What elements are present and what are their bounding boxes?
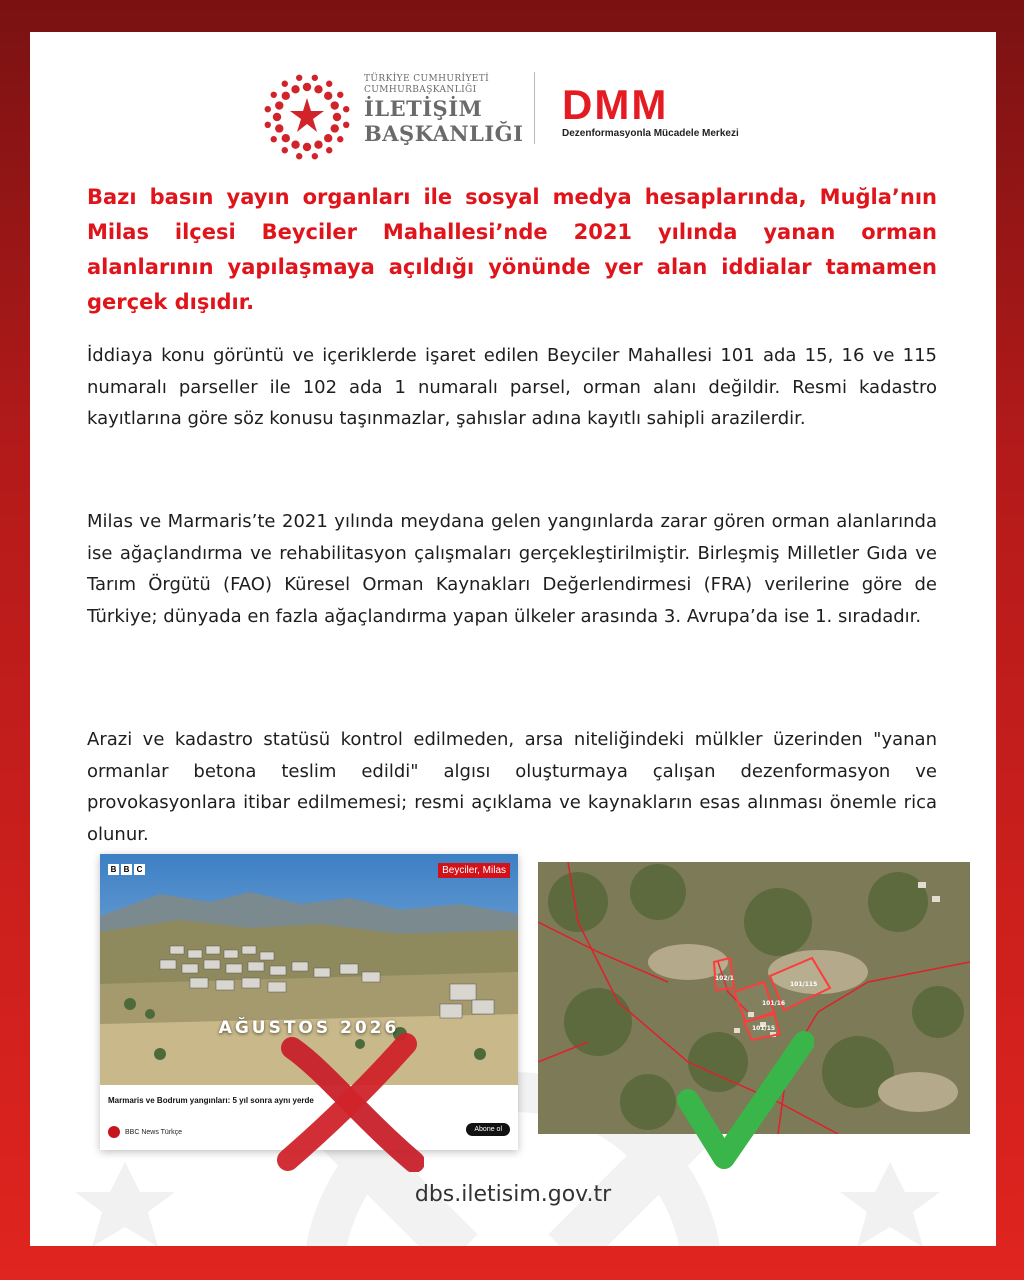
red-x-icon xyxy=(274,1030,424,1172)
bbc-logo-letter: B xyxy=(108,864,119,875)
follow-button[interactable]: Abone ol xyxy=(466,1123,510,1136)
org-line2: CUMHURBAŞKANLIĞI xyxy=(364,85,477,95)
post-brand-row xyxy=(108,1126,182,1138)
logo-divider xyxy=(534,72,535,144)
parcel-label-101-15: 101/15 xyxy=(752,1025,776,1032)
parcel-label-101-16: 101/16 xyxy=(762,1000,786,1007)
bbc-logo xyxy=(108,864,145,875)
bbc-logo-letter: B xyxy=(121,864,132,875)
headline: Bazı basın yayın organları ile sosyal medya hesaplarında, Muğla’nın Milas ilçesi Beyciler Mahallesi’nde 2021 yılında yanan orman alanlarının yapılaşmaya açıldığı yönünde yer alan iddialar tamamen gerçek dışıdır. xyxy=(87,185,937,314)
paragraph-1: İddiaya konu görüntü ve içeriklerde işaret edilen Beyciler Mahallesi 101 ada 15, 16 ve 115 numaralı parseller ile 102 ada 1 numaralı parsel, orman alanı değildir. Resmi kadastro kayıtlarına göre söz konusu taşınmazlar, şahıslar adına kayıtlı sahipli arazilerdir. xyxy=(87,345,937,429)
dmm-subtitle: Dezenformasyonla Mücadele Merkezi xyxy=(562,128,739,139)
paragraph-3: Arazi ve kadastro statüsü kontrol edilmeden, arsa niteliğindeki mülkler üzerinden "yanan ormanlar betona teslim edildi" algısı oluşturmaya çalışan dezenformasyon ve provokasyonlara itibar edilmemesi; resmi açıklama ve kaynakların esas alınması önemle rica olunur. xyxy=(87,729,937,845)
location-tag: Beyciler, Milas xyxy=(438,863,510,878)
parcel-label-101-115: 101/115 xyxy=(790,981,818,988)
brand-name: BBC News Türkçe xyxy=(125,1128,183,1136)
dmm-logo-text: DMM xyxy=(562,81,669,128)
paragraph-2: Milas ve Marmaris’te 2021 yılında meydana gelen yangınlarda zarar gören orman alanlarında ise ağaçlandırma ve rehabilitasyon çalışmaları gerçekleştirilmiştir. Birleşmiş Milletler Gıda ve Tarım Örgütü (FAO) Küresel Orman Kaynakları Değerlendirmesi (FRA) verilerine göre de Türkiye; dünyada en fazla ağaçlandırma yapan ülkeler arasında 3. Avrupa’da ise 1. sıradadır. xyxy=(87,511,937,627)
parcel-label-102-1: 102/1 xyxy=(715,975,734,982)
bbc-avatar-icon xyxy=(108,1126,120,1138)
org-line1: TÜRKİYE CUMHURİYETİ xyxy=(364,74,490,84)
post-caption: Marmaris ve Bodrum yangınları: 5 yıl sonra aynı yerde xyxy=(108,1096,314,1105)
date-stamp: AĞUSTOS 2026 xyxy=(218,1018,400,1038)
green-check-icon xyxy=(674,1030,814,1172)
bbc-logo-letter: C xyxy=(134,864,145,875)
presidency-seal-icon xyxy=(264,74,350,160)
header-logos xyxy=(264,70,764,160)
org-line4: BAŞKANLIĞI xyxy=(364,121,524,146)
statement-card xyxy=(30,32,996,1246)
dmm-logo xyxy=(562,81,739,139)
presidency-wordmark xyxy=(364,74,523,146)
org-line3: İLETİŞİM xyxy=(364,96,483,121)
footer-url[interactable]: dbs.iletisim.gov.tr xyxy=(414,1182,612,1207)
